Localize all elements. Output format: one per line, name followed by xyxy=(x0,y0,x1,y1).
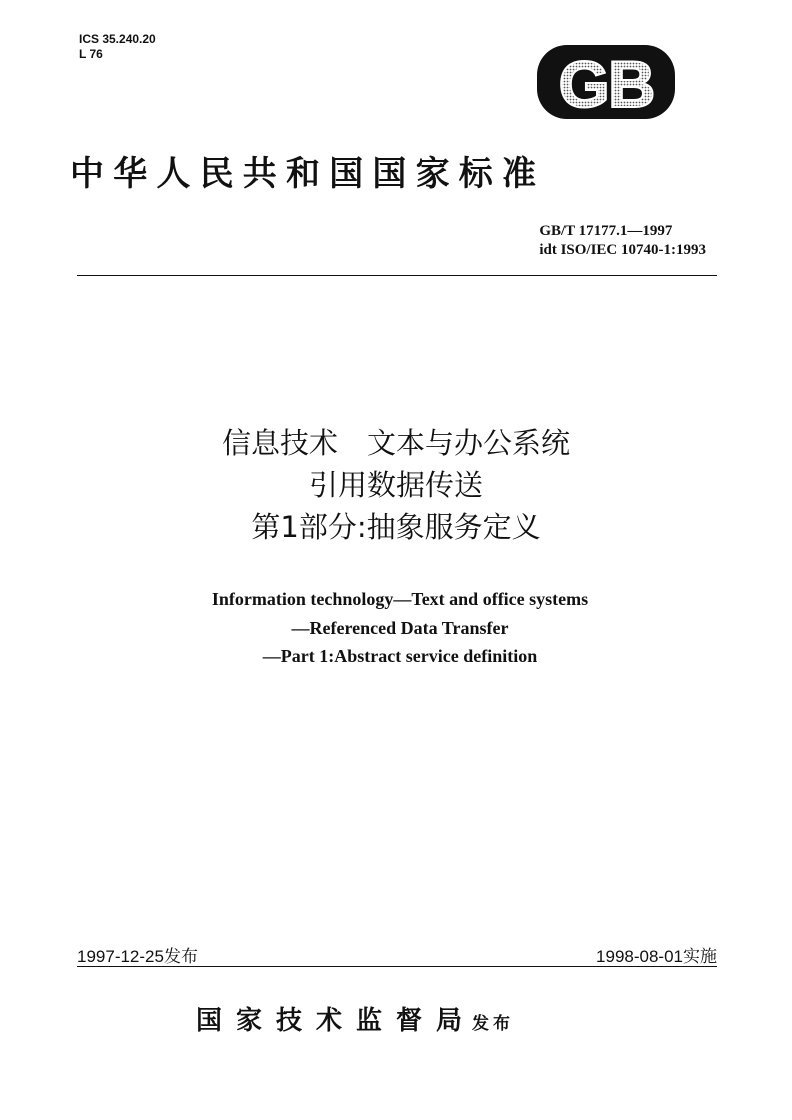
footer-divider xyxy=(77,966,717,967)
chinese-title-line-2: 引用数据传送 xyxy=(308,468,483,502)
gb-logo-text: GB xyxy=(558,47,654,120)
chinese-title xyxy=(0,422,792,548)
publisher-suffix: 发布 xyxy=(472,1014,515,1034)
gb-logo xyxy=(536,44,676,120)
issue-date: 1997-12-25发布 xyxy=(77,947,198,966)
english-title-line-2: —Referenced Data Transfer xyxy=(291,617,509,638)
standard-number-block xyxy=(539,222,706,260)
english-title-line-3: —Part 1:Abstract service definition xyxy=(262,646,538,666)
english-title-line-1: Information technology—Text and office systems xyxy=(211,589,589,609)
standard-number: GB/T 17177.1—1997 xyxy=(539,223,673,239)
english-title xyxy=(0,585,792,671)
publisher xyxy=(196,1000,514,1037)
chinese-title-line-1: 信息技术 文本与办公系统 xyxy=(221,426,570,460)
effective-date: 1998-08-01实施 xyxy=(596,947,717,966)
ics-code: ICS 35.240.20 xyxy=(79,32,156,46)
equivalent-standard: idt ISO/IEC 10740-1:1993 xyxy=(539,242,706,258)
gb-logo-graphic xyxy=(536,44,676,120)
publisher-name: 国家技术监督局 xyxy=(196,1006,477,1036)
chinese-title-line-3: 第1部分:抽象服务定义 xyxy=(251,510,541,544)
standard-category-title: 中华人民共和国国家标准 xyxy=(70,154,546,194)
header-divider xyxy=(77,275,717,276)
ccs-code: L 76 xyxy=(79,47,103,61)
classification-codes xyxy=(79,32,156,62)
